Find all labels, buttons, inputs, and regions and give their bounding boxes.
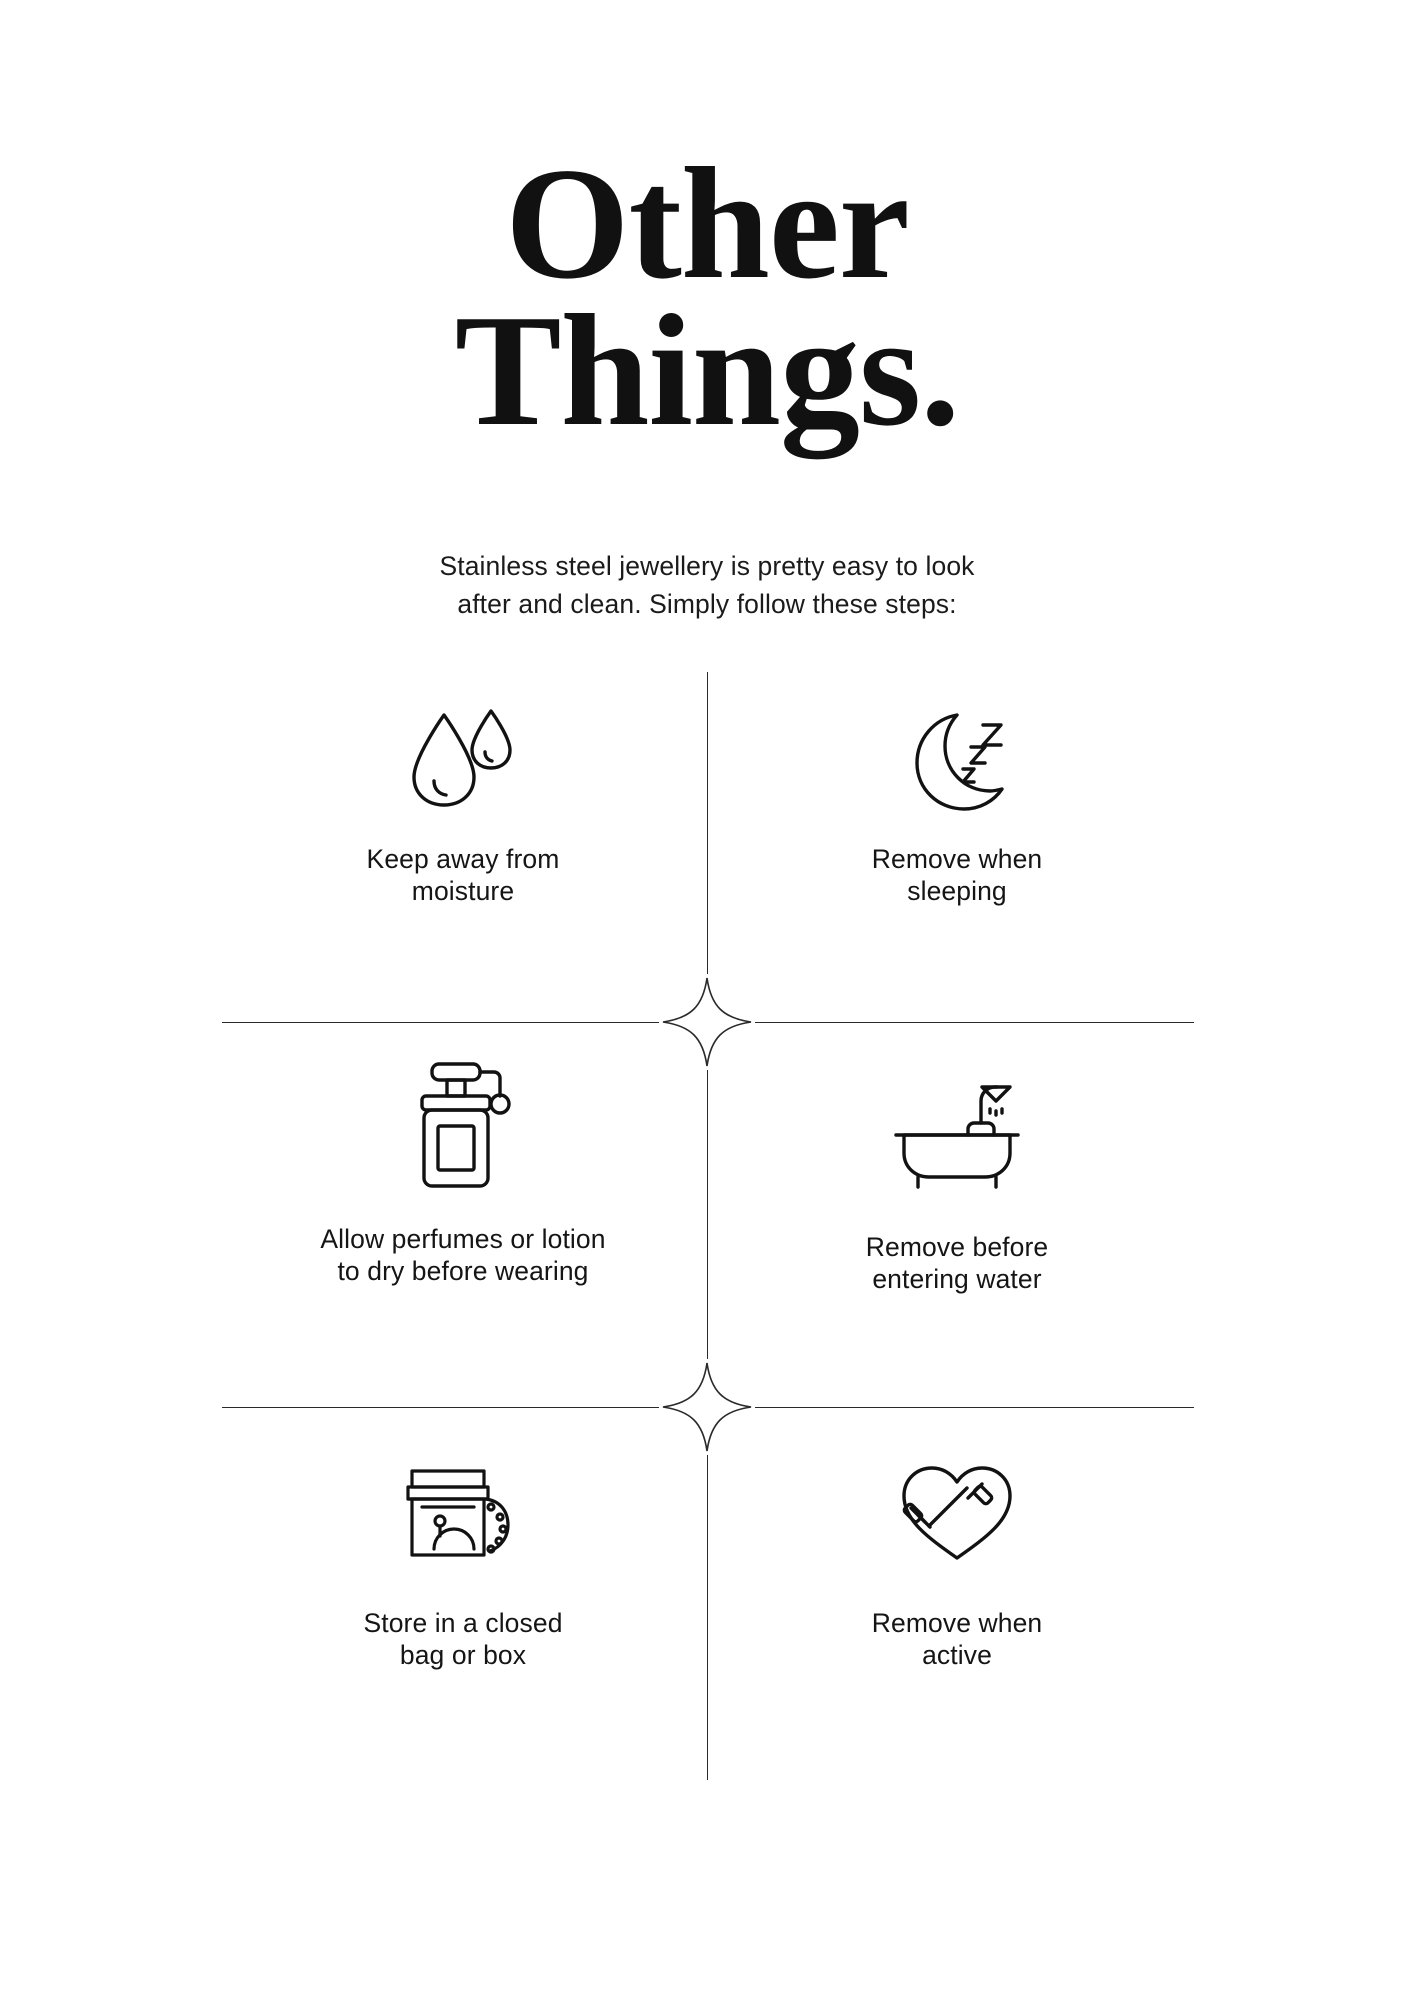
dumbbell-heart-icon (722, 1432, 1192, 1582)
page-title (0, 134, 1414, 460)
tip-item (722, 692, 1192, 908)
bathtub-shower-icon (722, 1052, 1192, 1202)
perfume-bottle-icon (228, 1052, 698, 1202)
page-title-line-2: Things. (454, 281, 960, 460)
tip-item (722, 1052, 1192, 1296)
tip-caption-line-1: Remove before (865, 1232, 1049, 1262)
tip-caption-line-2: bag or box (399, 1639, 527, 1670)
tip-caption-line-1: Remove when (871, 844, 1043, 874)
tip-caption (228, 1224, 698, 1288)
tip-caption-line-2: entering water (872, 1263, 1042, 1294)
tip-caption (722, 1232, 1192, 1296)
tip-caption (228, 844, 698, 908)
intro-line-1: Stainless steel jewellery is pretty easy to look (439, 551, 975, 581)
intro-line-2: after and clean. Simply follow these steps: (457, 588, 957, 619)
tip-caption-line-2: sleeping (907, 875, 1007, 906)
tip-item (228, 692, 698, 908)
tip-item (228, 1432, 698, 1672)
tips-grid (222, 672, 1194, 1780)
tip-caption-line-1: Store in a closed (363, 1608, 563, 1638)
tip-caption-line-2: moisture (411, 875, 515, 906)
water-drops-icon (228, 692, 698, 822)
crescent-moon-sleep-icon (722, 692, 1192, 822)
page-title-line-1: Other (505, 134, 909, 312)
tip-caption-line-2: active (922, 1639, 992, 1670)
tip-caption (722, 1608, 1192, 1672)
tip-item (228, 1052, 698, 1288)
tip-caption-line-1: Allow perfumes or lotion (320, 1224, 606, 1254)
vertical-divider (707, 672, 708, 1780)
tip-caption-line-1: Keep away from (366, 844, 560, 874)
tip-caption (722, 844, 1192, 908)
tip-caption (228, 1608, 698, 1672)
jewellery-box-icon (228, 1432, 698, 1582)
tip-item (722, 1432, 1192, 1672)
tip-caption-line-1: Remove when (871, 1608, 1043, 1638)
tip-caption-line-2: to dry before wearing (337, 1255, 589, 1286)
intro-paragraph (307, 548, 1107, 623)
